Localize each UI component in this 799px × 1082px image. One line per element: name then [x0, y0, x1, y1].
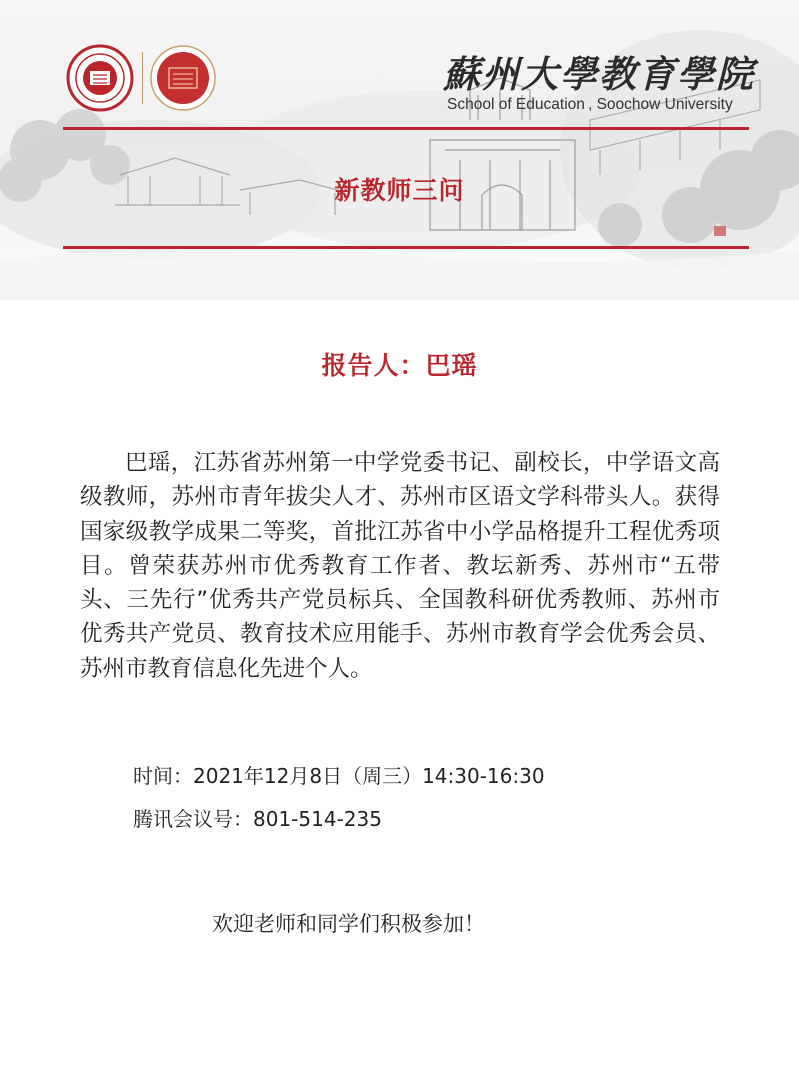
event-time: 时间：2021年12月8日（周三）14:30-16:30	[133, 764, 545, 788]
tencent-meeting-id: 腾讯会议号：801-514-235	[133, 807, 382, 831]
speaker-bio: 巴瑶，江苏省苏州第一中学党委书记、副校长，中学语文高级教师，苏州市青年拔尖人才、苏州市区语文学科带头人。获得国家级教学成果二等奖，首批江苏省中小学品格提升工程优秀项目。曾荣获苏州市优秀教育工作者、教坛新秀、苏州市“五带头、三先行”优秀共产党员标兵、全国教科研优秀教师、苏州市优秀共产党员、教育技术应用能手、苏州市教育学会优秀会员、苏州市教育信息化先进个人。	[80, 450, 720, 682]
school-name-chinese: 蘇州大學教育學院	[443, 52, 755, 96]
reporter-heading: 报告人：巴瑶	[321, 351, 478, 380]
top-red-rule	[63, 127, 749, 130]
lecture-title: 新教师三问	[334, 176, 465, 205]
red-seal-mark	[714, 226, 726, 236]
logo-divider	[142, 52, 143, 104]
university-emblem-icon	[66, 44, 134, 112]
logo-group	[66, 44, 219, 112]
school-of-education-emblem-icon	[149, 44, 219, 112]
welcome-message: 欢迎老师和同学们积极参加！	[212, 912, 485, 936]
school-name-english: School of Education , Soochow University	[447, 96, 733, 113]
bottom-red-rule	[63, 246, 749, 249]
header-banner	[0, 0, 799, 300]
